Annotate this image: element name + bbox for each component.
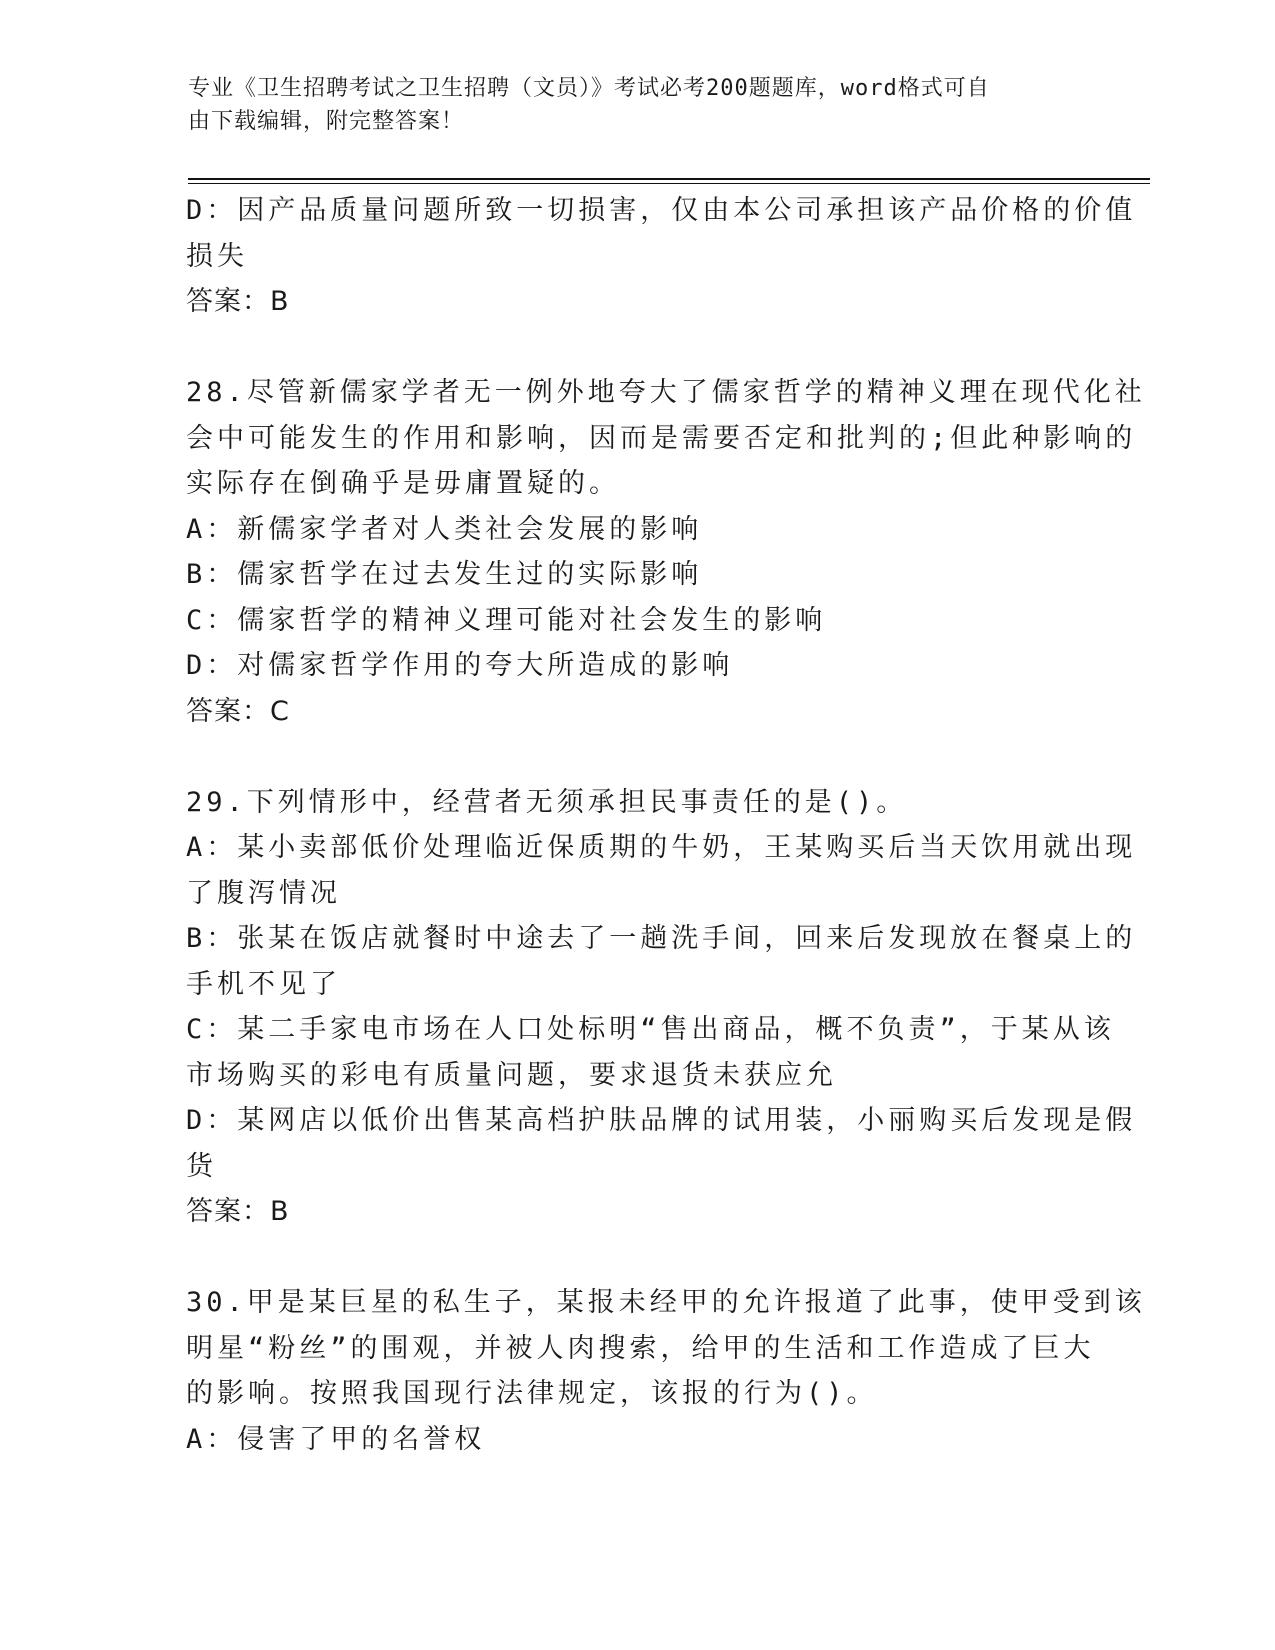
page-header bbox=[188, 72, 1068, 138]
q29-option-d-line-2: 货 bbox=[186, 1150, 217, 1182]
header-line-2: 由下载编辑，附完整答案！ bbox=[188, 109, 465, 134]
header-line-1: 专业《卫生招聘考试之卫生招聘（文员）》考试必考200题题库，word格式可自 bbox=[188, 76, 990, 101]
q27-answer: 答案：B bbox=[186, 286, 290, 317]
q28-answer: 答案：C bbox=[186, 695, 290, 727]
q28-stem-line-3: 实际存在倒确乎是毋庸置疑的。 bbox=[186, 468, 620, 499]
q28-stem-line-1: 28.尽管新儒家学者无一例外地夸大了儒家哲学的精神义理在现代化社 bbox=[186, 377, 1146, 408]
spacer bbox=[186, 734, 1066, 780]
q30-stem-line-1: 30.甲是某巨星的私生子，某报未经甲的允许报道了此事，使甲受到该 bbox=[186, 1287, 1146, 1318]
q29-option-a-line-1: A：某小卖部低价处理临近保质期的牛奶，王某购买后当天饮用就出现 bbox=[186, 832, 1137, 863]
header-divider-thin bbox=[188, 183, 1150, 184]
q27-option-d-line-1: D：因产品质量问题所致一切损害，仅由本公司承担该产品价格的价值 bbox=[186, 195, 1137, 226]
q28-stem-line-2: 会中可能发生的作用和影响，因而是需要否定和批判的;但此种影响的 bbox=[186, 422, 1137, 454]
q27-option-d-line-2: 损失 bbox=[186, 240, 248, 272]
header-divider-thick bbox=[188, 178, 1150, 180]
q29-option-a-line-2: 了腹泻情况 bbox=[186, 877, 341, 909]
q29-option-c-line-1: C：某二手家电市场在人口处标明“售出商品，概不负责”，于某从该 bbox=[186, 1014, 1115, 1045]
q29-option-c-line-2: 市场购买的彩电有质量问题，要求退货未获应允 bbox=[186, 1059, 837, 1091]
q29-option-b-line-1: B：张某在饭店就餐时中途去了一趟洗手间，回来后发现放在餐桌上的 bbox=[186, 923, 1137, 954]
q29-stem: 29.下列情形中，经营者无须承担民事责任的是()。 bbox=[186, 786, 908, 818]
q28-option-d: D：对儒家哲学作用的夸大所造成的影响 bbox=[186, 650, 734, 681]
q28-option-a: A：新儒家学者对人类社会发展的影响 bbox=[186, 513, 703, 545]
spacer bbox=[186, 325, 1066, 371]
q28-option-c: C：儒家哲学的精神义理可能对社会发生的影响 bbox=[186, 604, 827, 636]
q30-stem-line-3: 的影响。按照我国现行法律规定，该报的行为()。 bbox=[186, 1378, 878, 1409]
q29-option-d-line-1: D：某网店以低价出售某高档护肤品牌的试用装，小丽购买后发现是假 bbox=[186, 1105, 1137, 1136]
spacer bbox=[186, 1235, 1066, 1281]
q29-option-b-line-2: 手机不见了 bbox=[186, 968, 341, 1000]
q28-option-b: B：儒家哲学在过去发生过的实际影响 bbox=[186, 559, 703, 590]
q29-answer: 答案：B bbox=[186, 1196, 290, 1227]
question-content bbox=[186, 188, 1146, 1462]
q30-stem-line-2: 明星“粉丝”的围观，并被人肉搜索，给甲的生活和工作造成了巨大 bbox=[186, 1332, 1095, 1364]
q30-option-a: A：侵害了甲的名誉权 bbox=[186, 1423, 486, 1455]
